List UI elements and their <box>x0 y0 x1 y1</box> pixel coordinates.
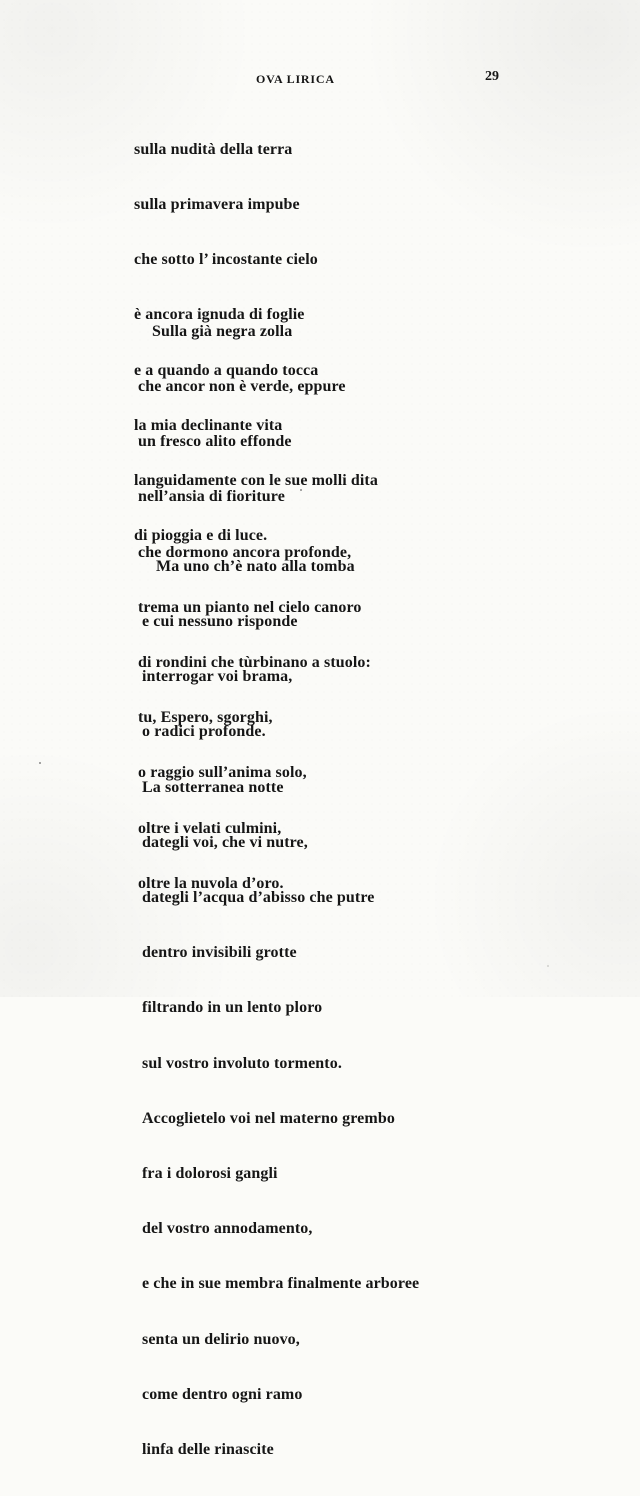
poem-line: che sotto l’ incostante cielo <box>134 251 318 269</box>
poem-line: del vostro annodamento, <box>142 1220 313 1238</box>
poem-line: La sotterranea notte <box>142 778 284 796</box>
poem-line: filtrando in un lento ploro <box>142 999 323 1017</box>
poem-line: trema un pianto nel cielo canoro <box>138 598 362 616</box>
poem-line: o raggio sull’anima solo, <box>138 764 307 782</box>
poem-line: oltre la nuvola d’oro. <box>138 874 284 892</box>
poem-line: sulla nudità della terra <box>134 140 293 158</box>
poem-line: come dentro ogni ramo <box>142 1385 303 1403</box>
poem-line: Sulla già negra zolla <box>152 322 293 340</box>
poem-line: senta un delirio nuovo, <box>142 1330 300 1348</box>
poem-line: sul vostro involuto tormento. <box>142 1054 342 1072</box>
poem-line: tu, Espero, sgorghi, <box>138 709 273 727</box>
poem-line: nell’ansia di fioriture <box>138 488 285 506</box>
poem-line: dategli l’acqua d’abisso che putre <box>142 889 375 907</box>
print-speck <box>300 489 302 491</box>
print-speck <box>39 762 41 764</box>
poem-line: un fresco alito effonde <box>138 433 292 451</box>
running-head: OVA LIRICA <box>256 72 335 86</box>
poem-line: Accoglietelo voi nel materno grembo <box>142 1109 395 1127</box>
poem-line: dentro invisibili grotte <box>142 944 297 962</box>
stanza-3 <box>142 521 419 1496</box>
poem-line: la mia declinante vita <box>134 416 283 434</box>
poem-line: o radici profonde. <box>142 723 266 741</box>
poem-line: dategli voi, che vi nutre, <box>142 833 308 851</box>
print-speck <box>547 965 549 967</box>
poem-line: che ancor non è verde, eppure <box>138 378 346 396</box>
poem-line: sulla primavera impube <box>134 196 300 214</box>
poem-line: Ma uno ch’è nato alla tomba <box>156 557 355 575</box>
poem-line: languidamente con le sue molli dita <box>134 472 378 490</box>
poem-line: di pioggia e di luce. <box>134 527 268 545</box>
poem-line: oltre i velati culmini, <box>138 819 282 837</box>
poem-line: è ancora ignuda di foglie <box>134 306 305 324</box>
poem-line: che dormono ancora profonde, <box>138 543 352 561</box>
poem-line: interrogar voi brama, <box>142 668 293 686</box>
poem-line: e cui nessuno risponde <box>142 613 298 631</box>
poem-line: linfa delle rinascite <box>142 1441 274 1459</box>
poem-line: di rondini che tùrbinano a stuolo: <box>138 654 371 672</box>
page-number: 29 <box>485 69 499 84</box>
poem-line: e a quando a quando tocca <box>134 361 319 379</box>
poem-line: fra i dolorosi gangli <box>142 1165 278 1183</box>
poem-line: e che in sue membra finalmente arboree <box>142 1275 420 1293</box>
